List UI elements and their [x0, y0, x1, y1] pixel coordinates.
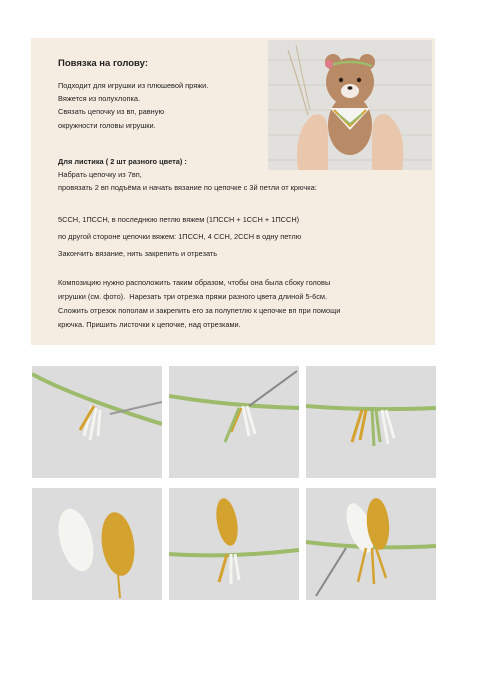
intro-line: окружности головы игрушки.	[58, 121, 156, 130]
assembly-line: Композицию нужно расположить таким образом, чтобы она была сбоку головы	[58, 278, 331, 287]
step-photo-1	[32, 366, 162, 478]
bear-photo	[268, 40, 432, 170]
intro-line: Подходит для игрушки из плюшевой пряжи.	[58, 81, 209, 90]
step-photo-3	[306, 366, 436, 478]
intro-line: Вяжется из полухлопка.	[58, 94, 141, 103]
leaf-heading: Для листика ( 2 шт разного цвета) :	[58, 157, 187, 166]
row-instruction: 5ССН, 1ПССН, в последнюю петлю вяжем (1ПССН + 1ССН + 1ПССН)	[58, 215, 300, 224]
assembly-line: Сложить отрезок пополам и закрепить его за полупетлю к цепочке вп при помощи	[58, 306, 341, 315]
step-photo-2	[169, 366, 299, 478]
assembly-line: игрушки (см. фото). Нарезать три отрезка пряжи разного цвета длиной 5-6см.	[58, 292, 328, 301]
step-photo-5	[169, 488, 299, 600]
leaf-step: провязать 2 вп подъёма и начать вязание по цепочке с 3й петли от крючка:	[58, 183, 317, 192]
step-photo-6	[306, 488, 436, 600]
section-title: Повязка на голову:	[58, 58, 148, 69]
row-instruction: Закончить вязание, нить закрепить и отрезать	[58, 249, 218, 258]
leaf-step: Набрать цепочку из 7вп,	[58, 170, 142, 179]
leaves-photo	[32, 488, 162, 600]
intro-line: Связать цепочку из вп, равную	[58, 107, 165, 116]
row-instruction: по другой стороне цепочки вяжем: 1ПССН, 4 ССН, 2ССН в одну петлю	[58, 232, 302, 241]
assembly-line: крючка. Пришить листочки к цепочке, над отрезками.	[58, 320, 241, 329]
